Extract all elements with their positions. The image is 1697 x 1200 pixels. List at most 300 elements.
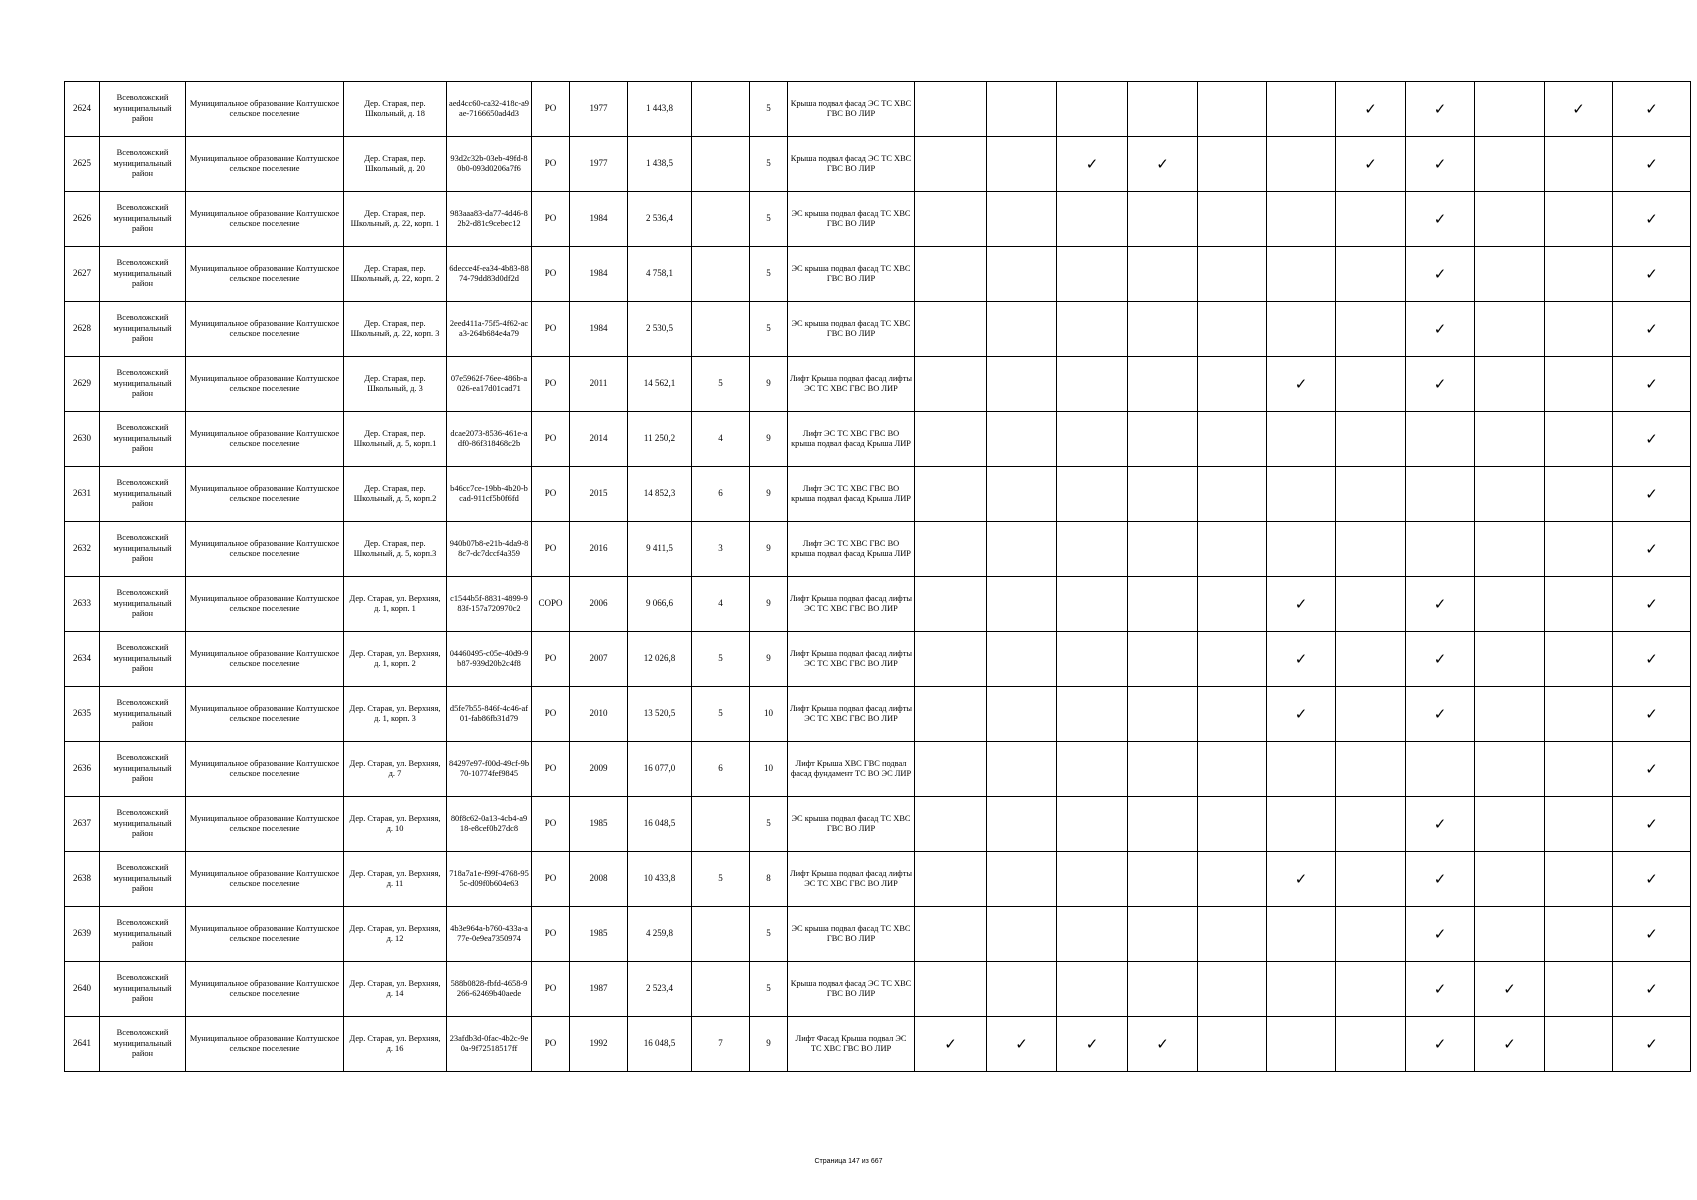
checkmark-icon: ✓	[1433, 264, 1447, 283]
address-cell: Дер. Старая, пер. Школьный, д. 20	[344, 137, 447, 192]
works-list-cell: ЭС крыша подвал фасад ТС ХВС ГВС ВО ЛИР	[788, 247, 915, 302]
address-cell: Дер. Старая, пер. Школьный, д. 5, корп.3	[344, 522, 447, 577]
build-year-cell: 1985	[570, 797, 628, 852]
build-year-cell: 2011	[570, 357, 628, 412]
floors-cell: 9	[750, 412, 788, 467]
fias-code-cell: 983aaa83-da77-4d46-82b2-d81c9cebec12	[447, 192, 532, 247]
area-cell: 2 536,4	[628, 192, 692, 247]
check-cell	[1128, 962, 1198, 1017]
works-list-cell: Лифт Крыша подвал фасад лифты ЭС ТС ХВС ГВС ВО ЛИР	[788, 357, 915, 412]
housing-register-table	[64, 81, 1691, 1072]
works-list-cell: Лифт ЭС ТС ХВС ГВС ВО крыша подвал фасад Крыша ЛИР	[788, 412, 915, 467]
row-number: 2624	[65, 82, 100, 137]
works-list-cell: Лифт Крыша подвал фасад лифты ЭС ТС ХВС ГВС ВО ЛИР	[788, 852, 915, 907]
ownership-type-cell: РО	[532, 247, 570, 302]
check-cell	[1128, 412, 1198, 467]
build-year-cell: 1984	[570, 192, 628, 247]
area-cell: 13 520,5	[628, 687, 692, 742]
check-cell	[987, 412, 1057, 467]
check-cell	[1267, 632, 1336, 687]
ownership-type-cell: РО	[532, 302, 570, 357]
check-cell	[1475, 82, 1545, 137]
area-cell: 1 443,8	[628, 82, 692, 137]
check-cell	[1545, 357, 1613, 412]
ownership-type-cell: РО	[532, 632, 570, 687]
check-cell	[987, 467, 1057, 522]
check-cell	[1406, 962, 1475, 1017]
row-number: 2626	[65, 192, 100, 247]
district-cell: Всеволожский муниципальный район	[100, 357, 186, 412]
ownership-type-cell: РО	[532, 962, 570, 1017]
district-cell: Всеволожский муниципальный район	[100, 467, 186, 522]
check-cell	[1057, 302, 1128, 357]
floors-cell: 9	[750, 467, 788, 522]
checkmark-icon: ✓	[1085, 154, 1099, 173]
check-cell	[1198, 192, 1267, 247]
check-cell	[1057, 852, 1128, 907]
municipality-cell: Муниципальное образование Колтушское сельское поселение	[186, 357, 344, 412]
checkmark-icon: ✓	[1645, 649, 1658, 668]
district-cell: Всеволожский муниципальный район	[100, 962, 186, 1017]
check-cell	[1613, 302, 1691, 357]
floors-cell: 5	[750, 302, 788, 357]
area-cell: 14 562,1	[628, 357, 692, 412]
check-cell	[1128, 522, 1198, 577]
checkmark-icon: ✓	[1294, 704, 1308, 723]
check-cell	[1545, 302, 1613, 357]
fias-code-cell: 07e5962f-76ee-486b-a026-ea17d01cad71	[447, 357, 532, 412]
row-number: 2630	[65, 412, 100, 467]
check-cell	[1545, 687, 1613, 742]
municipality-cell: Муниципальное образование Колтушское сельское поселение	[186, 1017, 344, 1072]
check-cell	[1336, 357, 1406, 412]
check-cell	[1198, 687, 1267, 742]
check-cell	[1198, 852, 1267, 907]
check-cell	[1545, 1017, 1613, 1072]
works-list-cell: Крыша подвал фасад ЭС ТС ХВС ГВС ВО ЛИР	[788, 137, 915, 192]
check-cell	[1336, 577, 1406, 632]
check-cell	[1406, 137, 1475, 192]
fias-code-cell: c1544b5f-8831-4899-983f-157a720970c2	[447, 577, 532, 632]
address-cell: Дер. Старая, ул. Верхняя, д. 14	[344, 962, 447, 1017]
checkmark-icon: ✓	[1156, 154, 1169, 173]
address-cell: Дер. Старая, пер. Школьный, д. 22, корп. 3	[344, 302, 447, 357]
check-cell	[915, 467, 987, 522]
table-row	[65, 522, 1691, 577]
checkmark-icon: ✓	[1433, 209, 1447, 228]
check-cell	[915, 522, 987, 577]
check-cell	[1267, 742, 1336, 797]
check-cell	[987, 192, 1057, 247]
check-cell	[1198, 467, 1267, 522]
area-cell: 1 438,5	[628, 137, 692, 192]
checkmark-icon: ✓	[1645, 154, 1658, 173]
row-number: 2641	[65, 1017, 100, 1072]
ownership-type-cell: РО	[532, 907, 570, 962]
check-cell	[1057, 412, 1128, 467]
works-list-cell: ЭС крыша подвал фасад ТС ХВС ГВС ВО ЛИР	[788, 192, 915, 247]
municipality-cell: Муниципальное образование Колтушское сельское поселение	[186, 467, 344, 522]
table-row	[65, 467, 1691, 522]
check-cell	[1128, 632, 1198, 687]
checkmark-icon: ✓	[1645, 869, 1658, 888]
check-cell	[1198, 357, 1267, 412]
check-cell	[1198, 137, 1267, 192]
check-cell	[1128, 247, 1198, 302]
checkmark-icon: ✓	[1433, 924, 1447, 943]
page-footer: Страница 147 из 667	[814, 1158, 883, 1165]
floors-cell: 5	[750, 247, 788, 302]
check-cell	[1475, 1017, 1545, 1072]
check-cell	[1128, 302, 1198, 357]
check-cell	[1613, 192, 1691, 247]
check-cell	[915, 797, 987, 852]
check-cell	[1406, 192, 1475, 247]
elevators-cell	[692, 797, 750, 852]
ownership-type-cell: РО	[532, 357, 570, 412]
check-cell	[1613, 907, 1691, 962]
fias-code-cell: 93d2c32b-03eb-49fd-80b0-093d0206a7f6	[447, 137, 532, 192]
district-cell: Всеволожский муниципальный район	[100, 907, 186, 962]
check-cell	[987, 522, 1057, 577]
check-cell	[1267, 82, 1336, 137]
check-cell	[915, 137, 987, 192]
fias-code-cell: d5fe7b55-846f-4c46-af01-fab86fb31d79	[447, 687, 532, 742]
check-cell	[1406, 412, 1475, 467]
checkmark-icon: ✓	[1645, 374, 1658, 393]
ownership-type-cell: РО	[532, 742, 570, 797]
elevators-cell	[692, 247, 750, 302]
checkmark-icon: ✓	[1294, 594, 1308, 613]
check-cell	[1057, 1017, 1128, 1072]
fias-code-cell: 84297e97-f00d-49cf-9b70-10774fef9845	[447, 742, 532, 797]
check-cell	[1475, 632, 1545, 687]
check-cell	[915, 192, 987, 247]
check-cell	[1406, 522, 1475, 577]
build-year-cell: 2014	[570, 412, 628, 467]
check-cell	[1475, 302, 1545, 357]
municipality-cell: Муниципальное образование Колтушское сельское поселение	[186, 577, 344, 632]
ownership-type-cell: РО	[532, 412, 570, 467]
ownership-type-cell: РО	[532, 192, 570, 247]
check-cell	[1128, 192, 1198, 247]
checkmark-icon: ✓	[944, 1034, 957, 1053]
checkmark-icon: ✓	[1294, 869, 1308, 888]
check-cell	[1545, 797, 1613, 852]
check-cell	[1406, 687, 1475, 742]
check-cell	[1406, 632, 1475, 687]
row-number: 2637	[65, 797, 100, 852]
floors-cell: 5	[750, 962, 788, 1017]
check-cell	[1336, 522, 1406, 577]
ownership-type-cell: РО	[532, 82, 570, 137]
district-cell: Всеволожский муниципальный район	[100, 852, 186, 907]
check-cell	[1475, 357, 1545, 412]
check-cell	[1198, 907, 1267, 962]
check-cell	[1057, 742, 1128, 797]
checkmark-icon: ✓	[1085, 1034, 1099, 1053]
check-cell	[1267, 192, 1336, 247]
check-cell	[1128, 137, 1198, 192]
check-cell	[1475, 797, 1545, 852]
municipality-cell: Муниципальное образование Колтушское сельское поселение	[186, 522, 344, 577]
check-cell	[1198, 302, 1267, 357]
checkmark-icon: ✓	[1433, 99, 1447, 118]
check-cell	[1198, 632, 1267, 687]
check-cell	[1613, 852, 1691, 907]
check-cell	[1128, 907, 1198, 962]
check-cell	[1613, 1017, 1691, 1072]
check-cell	[1406, 247, 1475, 302]
check-cell	[987, 302, 1057, 357]
check-cell	[1336, 632, 1406, 687]
check-cell	[1613, 467, 1691, 522]
row-number: 2627	[65, 247, 100, 302]
district-cell: Всеволожский муниципальный район	[100, 82, 186, 137]
check-cell	[1057, 357, 1128, 412]
check-cell	[1336, 852, 1406, 907]
check-cell	[1406, 1017, 1475, 1072]
check-cell	[915, 687, 987, 742]
floors-cell: 8	[750, 852, 788, 907]
check-cell	[1406, 467, 1475, 522]
check-cell	[1613, 577, 1691, 632]
check-cell	[1545, 137, 1613, 192]
checkmark-icon: ✓	[1645, 319, 1658, 338]
fias-code-cell: 23afdb3d-0fac-4b2c-9e0a-9f72518517ff	[447, 1017, 532, 1072]
floors-cell: 9	[750, 577, 788, 632]
elevators-cell: 3	[692, 522, 750, 577]
check-cell	[1406, 907, 1475, 962]
check-cell	[1475, 907, 1545, 962]
check-cell	[1198, 82, 1267, 137]
address-cell: Дер. Старая, ул. Верхняя, д. 16	[344, 1017, 447, 1072]
municipality-cell: Муниципальное образование Колтушское сельское поселение	[186, 742, 344, 797]
check-cell	[987, 247, 1057, 302]
elevators-cell	[692, 907, 750, 962]
check-cell	[1267, 687, 1336, 742]
district-cell: Всеволожский муниципальный район	[100, 1017, 186, 1072]
check-cell	[1267, 907, 1336, 962]
build-year-cell: 2009	[570, 742, 628, 797]
address-cell: Дер. Старая, пер. Школьный, д. 5, корп.1	[344, 412, 447, 467]
elevators-cell	[692, 137, 750, 192]
check-cell	[1336, 1017, 1406, 1072]
check-cell	[1336, 137, 1406, 192]
fias-code-cell: 2eed411a-75f5-4f62-aca3-264b684e4a79	[447, 302, 532, 357]
municipality-cell: Муниципальное образование Колтушское сельское поселение	[186, 247, 344, 302]
checkmark-icon: ✓	[1433, 594, 1447, 613]
check-cell	[915, 577, 987, 632]
check-cell	[1406, 302, 1475, 357]
table-row	[65, 192, 1691, 247]
area-cell: 2 523,4	[628, 962, 692, 1017]
area-cell: 4 259,8	[628, 907, 692, 962]
check-cell	[1057, 632, 1128, 687]
check-cell	[1057, 82, 1128, 137]
check-cell	[987, 137, 1057, 192]
check-cell	[1198, 797, 1267, 852]
row-number: 2632	[65, 522, 100, 577]
check-cell	[1613, 632, 1691, 687]
check-cell	[915, 82, 987, 137]
check-cell	[987, 852, 1057, 907]
check-cell	[1613, 797, 1691, 852]
elevators-cell: 5	[692, 632, 750, 687]
check-cell	[987, 577, 1057, 632]
municipality-cell: Муниципальное образование Колтушское сельское поселение	[186, 797, 344, 852]
table-row	[65, 632, 1691, 687]
district-cell: Всеволожский муниципальный район	[100, 302, 186, 357]
checkmark-icon: ✓	[1645, 704, 1658, 723]
check-cell	[1545, 742, 1613, 797]
row-number: 2628	[65, 302, 100, 357]
checkmark-icon: ✓	[1645, 594, 1658, 613]
area-cell: 16 077,0	[628, 742, 692, 797]
check-cell	[1545, 907, 1613, 962]
checkmark-icon: ✓	[1364, 154, 1377, 173]
row-number: 2635	[65, 687, 100, 742]
checkmark-icon: ✓	[1572, 99, 1585, 118]
checkmark-icon: ✓	[1433, 979, 1447, 998]
floors-cell: 10	[750, 742, 788, 797]
check-cell	[1128, 742, 1198, 797]
build-year-cell: 2010	[570, 687, 628, 742]
district-cell: Всеволожский муниципальный район	[100, 577, 186, 632]
checkmark-icon: ✓	[1433, 319, 1447, 338]
table-row	[65, 797, 1691, 852]
area-cell: 9 411,5	[628, 522, 692, 577]
check-cell	[1057, 687, 1128, 742]
table-row	[65, 962, 1691, 1017]
ownership-type-cell: РО	[532, 137, 570, 192]
elevators-cell: 4	[692, 412, 750, 467]
ownership-type-cell: РО	[532, 1017, 570, 1072]
checkmark-icon: ✓	[1433, 154, 1447, 173]
check-cell	[1545, 247, 1613, 302]
check-cell	[1406, 852, 1475, 907]
fias-code-cell: 940b07b8-e21b-4da9-88c7-dc7dccf4a359	[447, 522, 532, 577]
fias-code-cell: 04460495-c05e-40d9-9b87-939d20b2c4f8	[447, 632, 532, 687]
check-cell	[915, 247, 987, 302]
municipality-cell: Муниципальное образование Колтушское сельское поселение	[186, 852, 344, 907]
check-cell	[1406, 742, 1475, 797]
checkmark-icon: ✓	[1503, 1034, 1516, 1053]
floors-cell: 5	[750, 192, 788, 247]
district-cell: Всеволожский муниципальный район	[100, 247, 186, 302]
check-cell	[1128, 797, 1198, 852]
municipality-cell: Муниципальное образование Колтушское сельское поселение	[186, 907, 344, 962]
check-cell	[1267, 962, 1336, 1017]
check-cell	[1128, 467, 1198, 522]
elevators-cell	[692, 962, 750, 1017]
check-cell	[1057, 467, 1128, 522]
checkmark-icon: ✓	[1503, 979, 1516, 998]
build-year-cell: 1977	[570, 82, 628, 137]
check-cell	[987, 742, 1057, 797]
municipality-cell: Муниципальное образование Колтушское сельское поселение	[186, 192, 344, 247]
check-cell	[1267, 137, 1336, 192]
ownership-type-cell: РО	[532, 797, 570, 852]
works-list-cell: Лифт Крыша подвал фасад лифты ЭС ТС ХВС ГВС ВО ЛИР	[788, 687, 915, 742]
elevators-cell: 5	[692, 852, 750, 907]
works-list-cell: Крыша подвал фасад ЭС ТС ХВС ГВС ВО ЛИР	[788, 82, 915, 137]
check-cell	[915, 962, 987, 1017]
works-list-cell: ЭС крыша подвал фасад ТС ХВС ГВС ВО ЛИР	[788, 907, 915, 962]
check-cell	[1336, 192, 1406, 247]
checkmark-icon: ✓	[1645, 539, 1658, 558]
district-cell: Всеволожский муниципальный район	[100, 632, 186, 687]
elevators-cell: 6	[692, 467, 750, 522]
check-cell	[1613, 137, 1691, 192]
elevators-cell	[692, 192, 750, 247]
row-number: 2640	[65, 962, 100, 1017]
check-cell	[1128, 577, 1198, 632]
floors-cell: 10	[750, 687, 788, 742]
check-cell	[1267, 467, 1336, 522]
check-cell	[1128, 852, 1198, 907]
address-cell: Дер. Старая, пер. Школьный, д. 22, корп. 1	[344, 192, 447, 247]
checkmark-icon: ✓	[1645, 429, 1658, 448]
row-number: 2634	[65, 632, 100, 687]
check-cell	[987, 1017, 1057, 1072]
check-cell	[1057, 577, 1128, 632]
row-number: 2639	[65, 907, 100, 962]
check-cell	[1613, 742, 1691, 797]
district-cell: Всеволожский муниципальный район	[100, 687, 186, 742]
checkmark-icon: ✓	[1645, 979, 1658, 998]
checkmark-icon: ✓	[1433, 649, 1447, 668]
check-cell	[1267, 357, 1336, 412]
checkmark-icon: ✓	[1433, 869, 1447, 888]
municipality-cell: Муниципальное образование Колтушское сельское поселение	[186, 82, 344, 137]
check-cell	[1475, 412, 1545, 467]
floors-cell: 9	[750, 632, 788, 687]
table-row	[65, 82, 1691, 137]
check-cell	[1057, 522, 1128, 577]
checkmark-icon: ✓	[1433, 374, 1447, 393]
check-cell	[1128, 1017, 1198, 1072]
municipality-cell: Муниципальное образование Колтушское сельское поселение	[186, 687, 344, 742]
fias-code-cell: 718a7a1e-f99f-4768-955c-d09f0b604e63	[447, 852, 532, 907]
check-cell	[915, 852, 987, 907]
build-year-cell: 1977	[570, 137, 628, 192]
check-cell	[1406, 577, 1475, 632]
check-cell	[987, 907, 1057, 962]
area-cell: 10 433,8	[628, 852, 692, 907]
address-cell: Дер. Старая, пер. Школьный, д. 5, корп.2	[344, 467, 447, 522]
fias-code-cell: dcae2073-8536-461e-adf0-86f318468c2b	[447, 412, 532, 467]
check-cell	[1475, 247, 1545, 302]
works-list-cell: Крыша подвал фасад ЭС ТС ХВС ГВС ВО ЛИР	[788, 962, 915, 1017]
check-cell	[1267, 522, 1336, 577]
check-cell	[1336, 797, 1406, 852]
check-cell	[1545, 962, 1613, 1017]
check-cell	[1267, 797, 1336, 852]
district-cell: Всеволожский муниципальный район	[100, 412, 186, 467]
elevators-cell: 6	[692, 742, 750, 797]
check-cell	[915, 302, 987, 357]
check-cell	[1545, 192, 1613, 247]
checkmark-icon: ✓	[1294, 649, 1308, 668]
check-cell	[1198, 412, 1267, 467]
checkmark-icon: ✓	[1433, 1034, 1447, 1053]
elevators-cell: 7	[692, 1017, 750, 1072]
works-list-cell: Лифт Крыша подвал фасад лифты ЭС ТС ХВС ГВС ВО ЛИР	[788, 632, 915, 687]
floors-cell: 9	[750, 522, 788, 577]
check-cell	[1336, 742, 1406, 797]
address-cell: Дер. Старая, ул. Верхняя, д. 11	[344, 852, 447, 907]
